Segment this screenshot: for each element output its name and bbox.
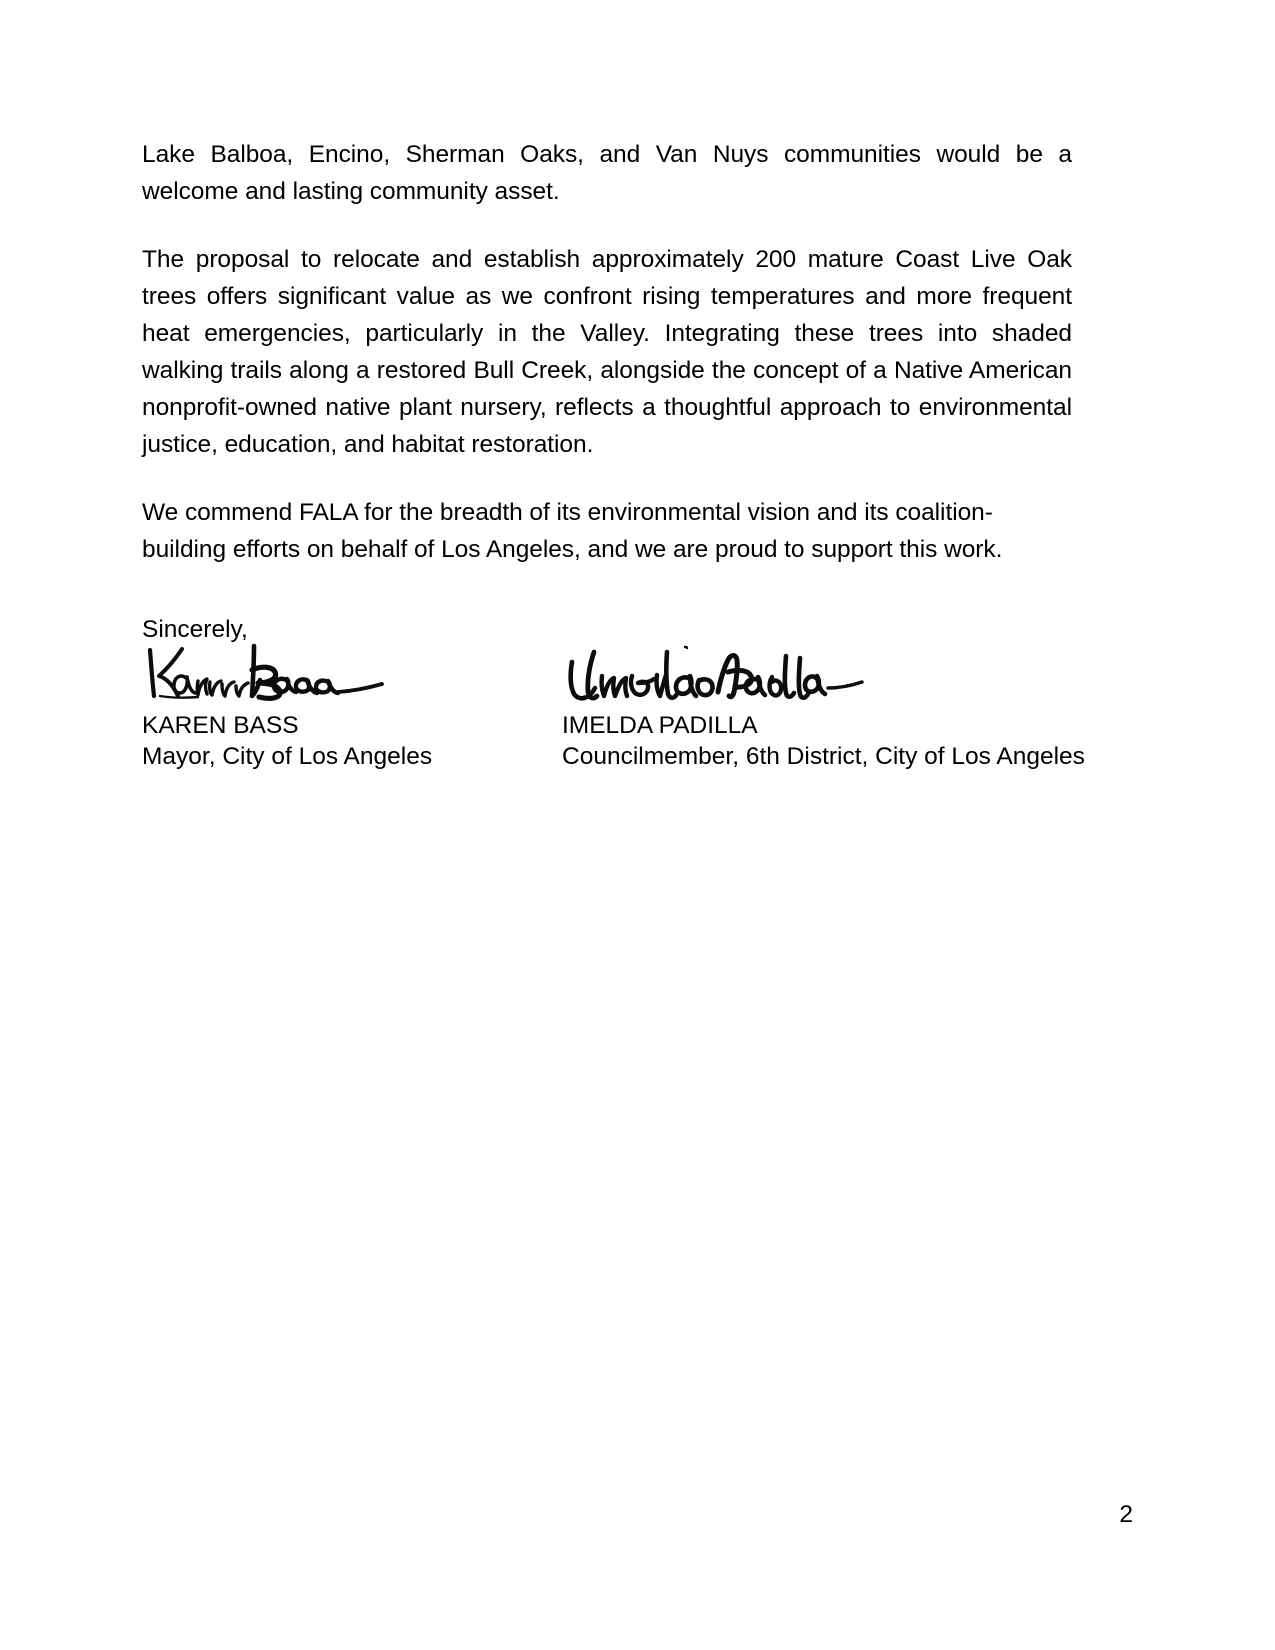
signature-names-row [142, 710, 1085, 772]
signature-images-row [142, 636, 1082, 708]
signature-cell-imelda-padilla [562, 636, 1082, 708]
signatory-karen-bass [142, 710, 562, 772]
karen-bass-signature-icon [142, 636, 562, 708]
signature-block [142, 636, 1085, 772]
signatory-imelda-padilla [562, 710, 1085, 772]
letter-body [142, 136, 1072, 648]
signature-cell-karen-bass [142, 636, 562, 708]
body-paragraph-1: Lake Balboa, Encino, Sherman Oaks, and Van Nuys communities would be a welcome and lasting community asset. [142, 141, 1072, 205]
signatory-name-karen-bass: KAREN BASS [142, 712, 299, 739]
signatory-title-karen-bass: Mayor, City of Los Angeles [142, 743, 433, 770]
signatory-title-imelda-padilla: Councilmember, 6th District, City of Los Angeles [562, 743, 1085, 770]
imelda-padilla-signature-icon [562, 636, 1082, 708]
page-number: 2 [1119, 1501, 1133, 1528]
body-paragraph-2: The proposal to relocate and establish approximately 200 mature Coast Live Oak trees offers significant value as we confront rising temperatures and more frequent heat emergencies, particularly in the Valley. Integrating these trees into shaded walking trails along a restored Bull Creek, alongside the concept of a Native American nonprofit-owned native plant nursery, reflects a thoughtful approach to environmental justice, education, and habitat restoration. [142, 246, 1072, 458]
body-paragraph-3: We commend FALA for the breadth of its environmental vision and its coalition-building efforts on behalf of Los Angeles, and we are proud to support this work. [142, 499, 1003, 563]
closing-salutation: Sincerely, [142, 616, 248, 643]
signatory-name-imelda-padilla: IMELDA PADILLA [562, 712, 758, 739]
